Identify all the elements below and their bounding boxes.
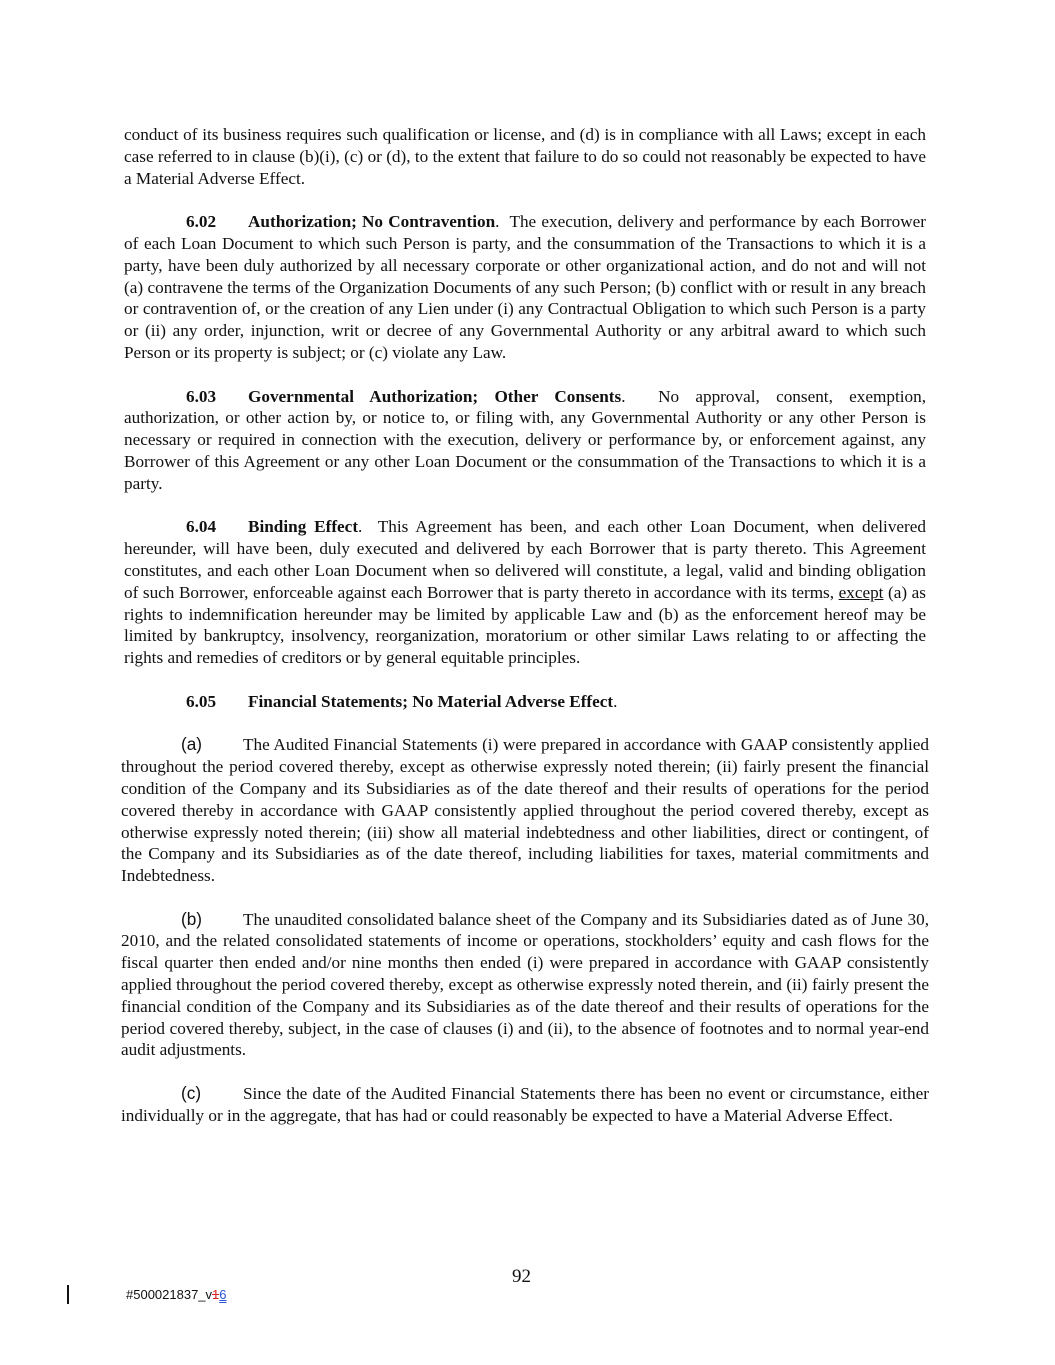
section-heading: Authorization; No Contravention: [248, 212, 496, 232]
clause-label: (c): [181, 1083, 202, 1104]
section-heading: Binding Effect: [248, 517, 359, 537]
section-number: 6.04: [186, 517, 217, 537]
clause-label: (b): [181, 908, 203, 929]
clause-c: [121, 1083, 929, 1127]
underlined-term: except: [838, 582, 884, 602]
section-body-part-a: This Agreement has been, and each other Loan Document, when delivered hereunder, will have been, duly executed and delivered by each Borrower that is party thereto. This Agreement constitutes, and each other Loan Document when so delivered will constitute, a legal, valid and binding obligation of such Borrower, enforceable against each Borrower that is party thereto in accordance with its terms,: [124, 517, 926, 602]
inserted-version: 6: [219, 1287, 227, 1302]
clause-text: The unaudited consolidated balance sheet of the Company and its Subsidiaries dated as of June 30, 2010, and the related consolidated statements of income or operations, stockholders’ equity and cash flows for the fiscal quarter then ended and/or nine months then ended (i) were prepared in accordance with GAAP consistently applied throughout the period covered thereby, except as otherwise expressly noted therein, and (ii) fairly present the financial condition of the Company and its Subsidiaries as of the date thereof and their results of operations for the period covered thereby, subject, in the case of clauses (i) and (ii), to the absence of footnotes and to normal year-end audit adjustments.: [121, 909, 929, 1060]
clause-text: The Audited Financial Statements (i) were prepared in accordance with GAAP consistently applied throughout the period covered thereby, except as otherwise expressly noted therein; (ii) fairly present the financial condition of the Company and its Subsidiaries as of the date thereof and their results of operations for the period covered thereby in accordance with GAAP consistently applied throughout the period covered thereby, except as otherwise expressly noted therein; (iii) show all material indebtedness and other liabilities, direct or contingent, of the Company and its Subsidiaries as of the date thereof, including liabilities for taxes, material commitments and Indebtedness.: [121, 735, 929, 886]
clause-b: [121, 909, 929, 1062]
section-number: 6.03: [186, 386, 217, 406]
section-heading: Governmental Authorization; Other Consents: [248, 386, 622, 406]
document-page: [121, 124, 929, 1148]
section-6-03: 6.03 Governmental Authorization; Other Consents. No approval, consent, exemption, authorization, or other action by, or notice to, or filing with, any Governmental Authority or any other Person is necessary or required in connection with the execution, delivery or performance by, or enforcement against, any Borrower of this Agreement or any other Loan Document or the consummation of the Transactions to which it is a party.: [124, 386, 926, 493]
intro-paragraph: conduct of its business requires such qualification or license, and (d) is in compliance with all Laws; except in each case referred to in clause (b)(i), (c) or (d), to the extent that failure to do so could not reasonably be expected to have a Material Adverse Effect.: [124, 125, 926, 188]
section-6-05-heading: 6.05 Financial Statements; No Material Adverse Effect.: [186, 691, 618, 711]
section-6-04: 6.04 Binding Effect. This Agreement has been, and each other Loan Document, when delivered hereunder, will have been, duly executed and delivered by each Borrower that is party thereto. This Agreement constitutes, and each other Loan Document when so delivered will constitute, a legal, valid and binding obligation of such Borrower, enforceable against each Borrower that is party thereto in accordance with its terms, except (a) as rights to indemnification hereunder may be limited by applicable Law and (b) as the enforcement hereof may be limited by bankruptcy, insolvency, reorganization, moratorium or other similar Laws relating to or affecting the rights and remedies of creditors or by general equitable principles.: [124, 517, 926, 668]
document-id: [126, 1287, 227, 1302]
section-heading: Financial Statements; No Material Adverse Effect: [248, 691, 614, 711]
section-body-part-b: (a) as rights to indemnification hereunder may be limited by applicable Law and (b) as the enforcement hereof may be limited by bankruptcy, insolvency, reorganization, moratorium or other similar Laws relating to or affecting the rights and remedies of creditors or by general equitable principles.: [124, 582, 926, 668]
doc-id-prefix: #500021837_v: [126, 1287, 213, 1302]
section-6-02: 6.02 Authorization; No Contravention. The execution, delivery and performance by each Borrower of each Loan Document to which such Person is party, and the consummation of the Transactions to which it is a party, have been duly authorized by all necessary corporate or other organizational action, and do not and will not (a) contravene the terms of the Organization Documents of any such Person; (b) conflict with or result in any breach or contravention of, or the creation of any Lien under (i) any Contractual Obligation to which such Person is a party or (ii) any order, injunction, writ or decree of any Governmental Authority or any arbitral award to which such Person or its property is subject; or (c) violate any Law.: [124, 212, 926, 362]
section-number: 6.05: [186, 691, 217, 711]
clause-a: [121, 734, 929, 887]
clause-label: (a): [181, 734, 203, 755]
page-number: 92: [512, 1266, 531, 1287]
section-body: The execution, delivery and performance by each Borrower of each Loan Document to which such Person is party, and the consummation of the Transactions to which it is a party, have been duly authorized by all necessary corporate or other organizational action, and do not and will not (a) contravene the terms of the Organization Documents of any such Person; (b) conflict with or result in any breach or contravention of, or the creation of any Lien under (i) any Contractual Obligation to which such Person is a party or (ii) any order, injunction, writ or decree of any Governmental Authority or any arbitral award to which such Person or its property is subject; or (c) violate any Law.: [124, 212, 926, 362]
section-body: No approval, consent, exemption, authorization, or other action by, or notice to, or filing with, any Governmental Authority or any other Person is necessary or required in connection with the execution, delivery or performance by, or enforcement against, any Borrower of this Agreement or any other Loan Document or the consummation of the Transactions to which it is a party.: [124, 386, 926, 493]
clause-text: Since the date of the Audited Financial Statements there has been no event or circumstance, either individually or in the aggregate, that has had or could reasonably be expected to have a Material Adverse Effect.: [121, 1084, 929, 1125]
deleted-version: 1: [212, 1287, 220, 1302]
revision-change-bar: [67, 1285, 69, 1304]
section-number: 6.02: [186, 212, 217, 232]
